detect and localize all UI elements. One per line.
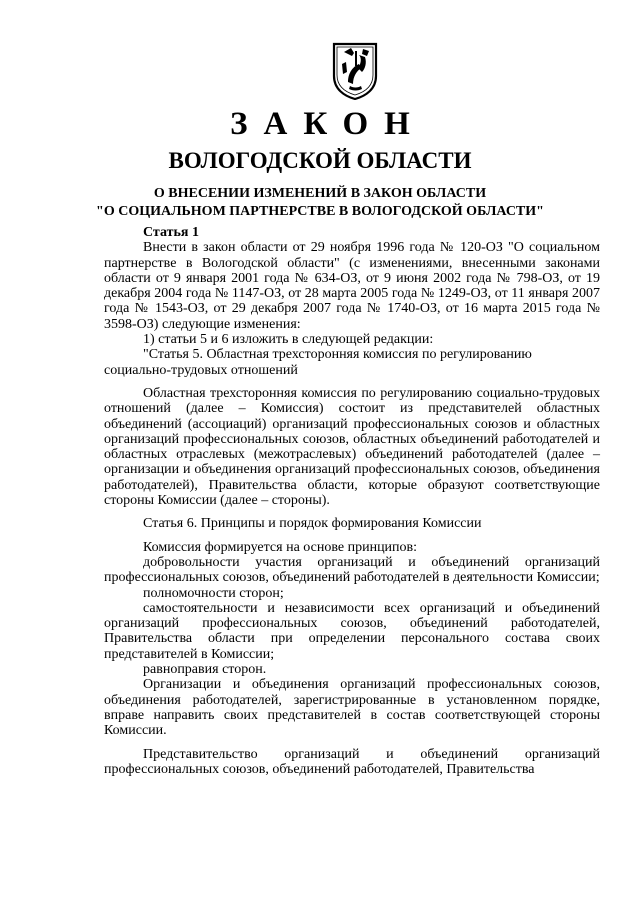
paragraph-principle-independence: самостоятельности и независимости всех организаций и объединений организаций профессиональных союзов, объединений работодателей, Правительства области при определении персонального состава своих представителей в Комиссии; — [104, 600, 600, 662]
paragraph-principle-equality: равноправия сторон. — [143, 662, 267, 678]
coat-of-arms-icon — [332, 42, 378, 100]
article-5-heading-line-2: социально-трудовых отношений — [104, 362, 298, 378]
paragraph-principle-voluntary: добровольности участия организаций и объединений организаций профессиональных союзов, объединений работодателей в деятельности Комиссии; — [104, 554, 600, 586]
paragraph-representation: Представительство организаций и объединений организаций профессиональных союзов, объединений работодателей, Правительства — [104, 746, 600, 777]
document-region: ВОЛОГОДСКОЙ ОБЛАСТИ — [168, 148, 472, 173]
paragraph-item-1: 1) статьи 5 и 6 изложить в следующей редакции: — [143, 332, 434, 348]
subtitle-line-1: О ВНЕСЕНИИ ИЗМЕНЕНИЙ В ЗАКОН ОБЛАСТИ — [153, 186, 487, 201]
subtitle-line-2: "О СОЦИАЛЬНОМ ПАРТНЕРСТВЕ В ВОЛОГОДСКОЙ ОБЛАСТИ" — [96, 204, 544, 219]
paragraph-amendments: Внести в закон области от 29 ноября 1996 года № 120-ОЗ "О социальном партнерстве в Вологодской области" (с изменениями, внесенными законами области от 9 января 2001 года № 634-ОЗ, от 9 июня 2002 года № 798-ОЗ, от 19 декабря 2004 года № 1147-ОЗ, от 28 марта 2005 года № 1249-ОЗ, от 11 января 2007 года № 1543-ОЗ, от 29 декабря 2007 года № 1740-ОЗ, от 16 марта 2015 года № 3598-ОЗ) следующие изменения: — [104, 240, 600, 332]
article-5-heading-line-1: "Статья 5. Областная трехсторонняя комиссия по регулированию — [143, 347, 532, 363]
paragraph-principle-authority: полномочности сторон; — [143, 585, 284, 601]
article-1-heading: Статья 1 — [143, 225, 199, 240]
article-6-heading: Статья 6. Принципы и порядок формирования Комиссии — [143, 516, 482, 532]
paragraph-commission-composition: Областная трехсторонняя комиссия по регулированию социально-трудовых отношений (далее – Комиссия) состоит из представителей областных объединений (ассоциаций) организаций профессиональных союзов и областных организаций профессиональных союзов, областных объединений работодателей и областных отраслевых (межотраслевых) объединений работодателей (далее – организации и объединения организаций профессиональных союзов, объединения работодателей), Правительства области, которые образуют соответствующие стороны Комиссии (далее – стороны). — [104, 385, 600, 509]
document-subtitle — [0, 185, 640, 221]
document-body — [104, 225, 600, 777]
paragraph-principles-intro: Комиссия формируется на основе принципов: — [143, 539, 418, 555]
paragraph-organizations-right: Организации и объединения организаций профессиональных союзов, объединения работодателей, зарегистрированные в установленном порядке, вправе направить своих представителей в состав соответствующей стороны Комиссии. — [104, 677, 600, 739]
document-title: ЗАКОН — [230, 106, 426, 142]
